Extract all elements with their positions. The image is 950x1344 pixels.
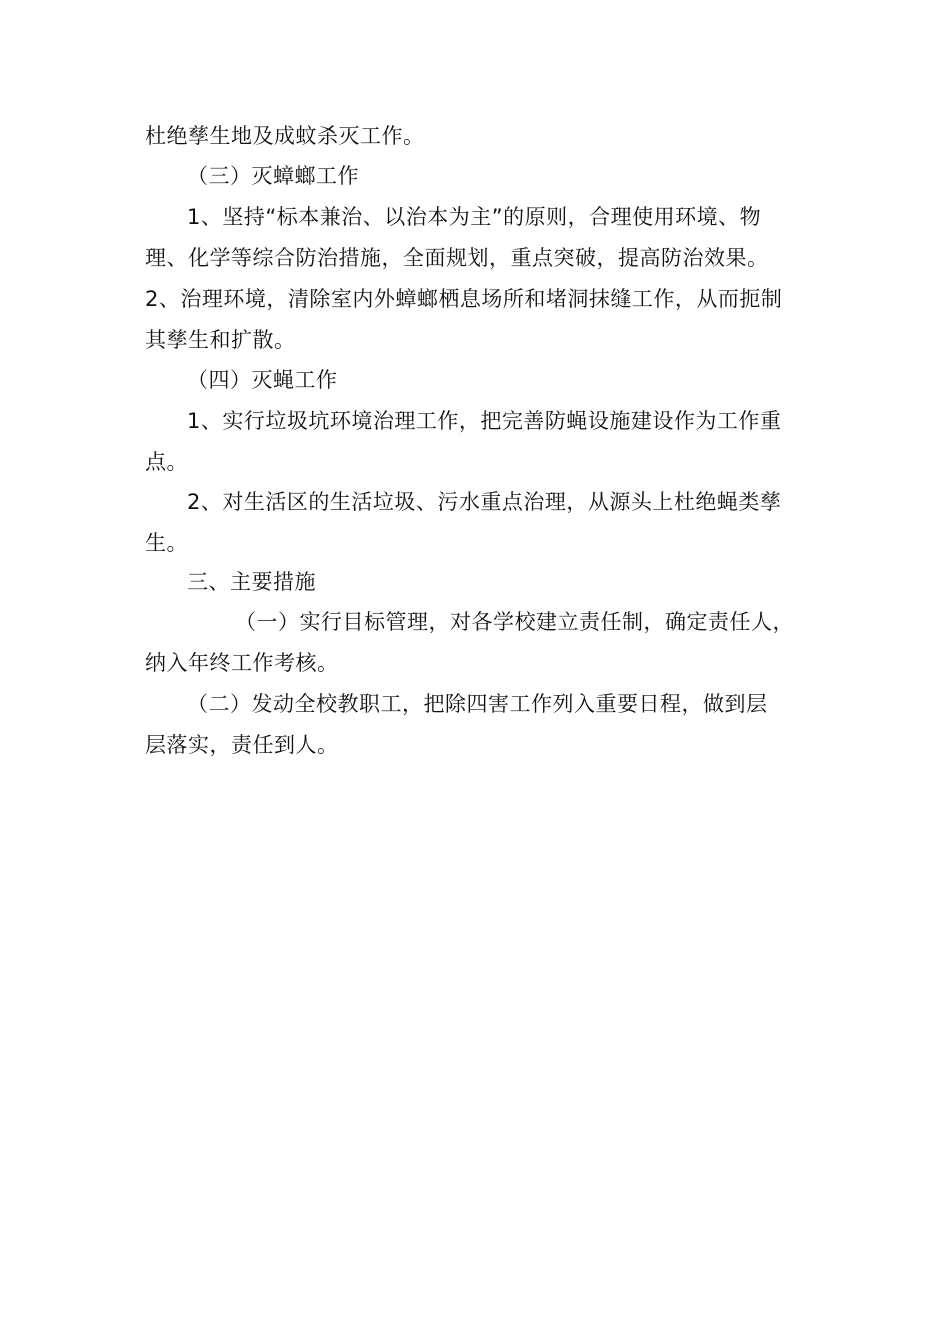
text-line: 2、对生活区的生活垃圾、污水重点治理，从源头上杜绝蝇类孳 [187,490,782,514]
text-line: 层落实，责任到人。 [145,733,339,757]
text-line: 其孳生和扩散。 [145,328,296,352]
text-line: 1、坚持“标本兼治、以治本为主”的原则，合理使用环境、物 [187,205,762,229]
text-line: （二）发动全校教职工，把除四害工作列入重要日程，做到层 [187,692,768,716]
text-line: 生。 [145,531,188,555]
text-line: （一）实行目标管理，对各学校建立责任制，确定责任人， [235,610,794,634]
text-line: 1、实行垃圾坑环境治理工作，把完善防蝇设施建设作为工作重 [187,409,782,433]
text-line: 点。 [145,450,188,474]
text-line: 纳入年终工作考核。 [145,651,339,675]
text-line: 理、化学等综合防治措施，全面规划，重点突破，提高防治效果。 [145,246,769,270]
text-line: 2、治理环境，清除室内外蟑螂栖息场所和堵洞抹缝工作，从而扼制 [145,287,783,311]
section-heading-fly: （四）灭蝇工作 [187,368,338,392]
section-heading-measures: 三、主要措施 [187,570,316,594]
text-line: 杜绝孳生地及成蚊杀灭工作。 [145,124,425,148]
section-heading-cockroach: （三）灭蟑螂工作 [187,164,359,188]
